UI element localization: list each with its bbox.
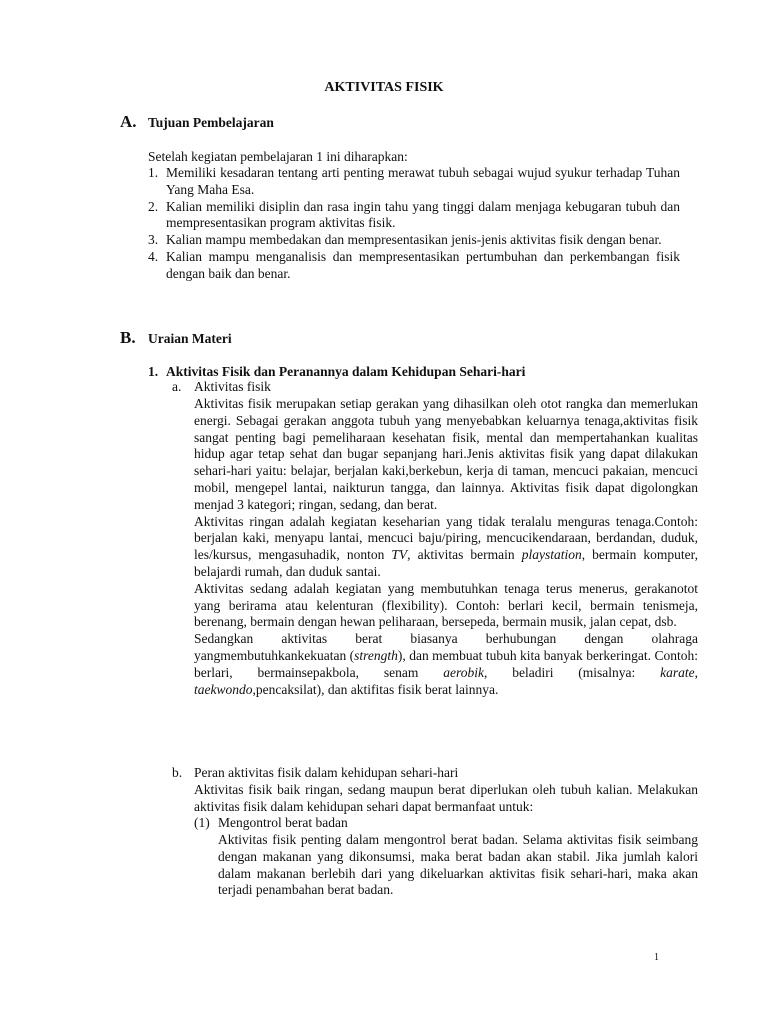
- objectives-list: [148, 165, 680, 283]
- document-title: AKTIVITAS FISIK: [324, 80, 444, 95]
- section-a-heading: Tujuan Pembelajaran: [148, 115, 274, 130]
- section-a-intro: Setelah kegiatan pembelajaran 1 ini diharapkan:: [148, 149, 408, 164]
- section-a-letter: A.: [120, 112, 137, 131]
- paragraph-definition: Aktivitas fisik merupakan setiap gerakan yang dihasilkan oleh otot rangka dan memerlukan energi. Sebagai gerakan anggota tubuh yang menyebabkan keluarnya tenaga,aktivitas fisik sangat penting bagi pemeliharaan kesehatan fisik, mental dan mempertahankan kualitas hidup agar tetap sehat dan bugar sepanjang hari.Jenis aktivitas fisik yang dapat dilakukan sehari-hari yaitu: belajar, berjalan kaki,berkebun, kerja di taman, mencuci pakaian, mencuci mobil, mengepel lantai, naikturun tangga, dan lainnya. Aktivitas fisik dapat digolongkan menjad 3 kategori; ringan, sedang, dan berat.: [194, 396, 698, 512]
- section-b-letter: B.: [120, 328, 136, 347]
- subsection-1-heading: Aktivitas Fisik dan Peranannya dalam Kehidupan Sehari-hari: [166, 364, 526, 379]
- point-b1-heading: Mengontrol berat badan: [218, 815, 348, 830]
- point-a-heading: Aktivitas fisik: [194, 379, 271, 394]
- page-number: 1: [654, 952, 659, 963]
- objective-item: 3. Kalian mampu membedakan dan mempresentasikan jenis-jenis aktivitas fisik dengan benar.: [148, 232, 662, 248]
- point-b-intro: Aktivitas fisik baik ringan, sedang maupun berat diperlukan oleh tubuh kalian. Melakukan aktivitas fisik dalam kehidupan sehari dapat bermanfaat untuk:: [194, 782, 698, 814]
- paragraph-moderate-activity: Aktivitas sedang adalah kegiatan yang membutuhkan tenaga terus menerus, gerakanotot yang berirama atau kelenturan (flexibility). Contoh: berlari kecil, bermain tenismeja, berenang, bermain dengan hewan peliharaan, bersepeda, bermain musik, jalan cepat, dsb.: [194, 580, 698, 630]
- section-b-heading: Uraian Materi: [148, 331, 232, 346]
- objective-item: 1. Memiliki kesadaran tentang arti penting merawat tubuh sebagai wujud syukur terhadap Tuhan Yang Maha Esa.: [148, 165, 680, 197]
- point-b1-number: (1): [194, 815, 210, 830]
- objective-item: 4. Kalian mampu menganalisis dan mempresentasikan pertumbuhan dan perkembangan fisik dengan baik dan benar.: [148, 248, 680, 281]
- point-b-letter: b.: [172, 765, 183, 780]
- point-b1-body: Aktivitas fisik penting dalam mengontrol berat badan. Selama aktivitas fisik seimbang dengan makanan yang dikonsumsi, maka berat badan akan stabil. Jika jumlah kalori dalam makanan berlebih dari yang dikeluarkan aktivitas fisik sehari-hari, maka akan terjadi penambahan berat badan.: [218, 832, 698, 898]
- point-a-letter: a.: [172, 379, 182, 394]
- subsection-1-number: 1.: [148, 364, 159, 379]
- point-a-body: [194, 396, 698, 698]
- paragraph-heavy-activity: Sedangkan aktivitas berat biasanya berhubungan dengan olahraga yangmembutuhkankekuatan (strength), dan membuat tubuh kita banyak berkeringat. Contoh: berlari, bermainsepakbola, senam aerobik, beladiri (misalnya: karate, taekwondo,pencaksilat), dan aktifitas fisik berat lainnya.: [194, 631, 698, 697]
- point-b-heading: Peran aktivitas fisik dalam kehidupan sehari-hari: [194, 765, 459, 780]
- paragraph-light-activity: Aktivitas ringan adalah kegiatan keseharian yang tidak teralalu menguras tenaga.Contoh: berjalan kaki, menyapu lantai, mencuci baju/piring, mencucikendaraan, berdandan, duduk, les/kursus, mengasuhadik, nonton TV, aktivitas bermain playstation, bermain komputer, belajardi rumah, dan duduk santai.: [194, 513, 698, 579]
- objective-item: 2. Kalian memiliki disiplin dan rasa ingin tahu yang tinggi dalam menjaga kebugaran tubuh dan mempresentasikan program aktivitas fisik.: [148, 198, 680, 231]
